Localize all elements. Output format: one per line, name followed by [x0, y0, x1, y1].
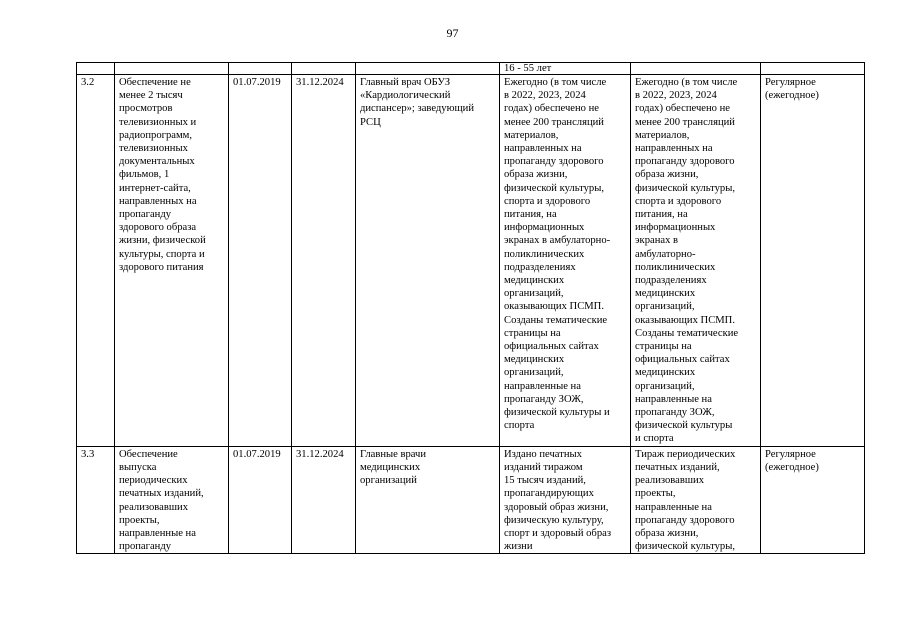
- continuation-row: [77, 63, 865, 75]
- cell-empty: [761, 63, 865, 75]
- cell-type: Регулярное (ежегодное): [761, 75, 865, 447]
- measures-table: [76, 62, 865, 554]
- cell-empty: [229, 63, 292, 75]
- table-row: [77, 75, 865, 447]
- cell-indicator: Ежегодно (в том числе в 2022, 2023, 2024 годах) обеспечено не менее 200 трансляций материалов, направленных на пропаганду здорового образа жизни, физической культуры, спорта и здорового питания, на информационных экранах в амбулаторно- поликлинических подразделениях медицинских организаций, оказывающих ПСМП. Созданы тематические страницы на официальных сайтах медицинских организаций, направленные на пропаганду ЗОЖ, физической культуры и спорта: [500, 75, 631, 447]
- cell-empty: [356, 63, 500, 75]
- cell-indicator-continuation: 16 - 55 лет: [500, 63, 631, 75]
- page-number: 97: [446, 26, 459, 40]
- cell-result: Тираж периодических печатных изданий, реализовавших проекты, направленные на пропаганду здорового образа жизни, физической культуры,: [631, 446, 761, 554]
- cell-end-date: 31.12.2024: [292, 446, 356, 554]
- cell-measure-name: Обеспечение выпуска периодических печатных изданий, реализовавших проекты, направленные на пропаганду: [115, 446, 229, 554]
- cell-empty: [631, 63, 761, 75]
- cell-result: Ежегодно (в том числе в 2022, 2023, 2024 годах) обеспечено не менее 200 трансляций материалов, направленных на пропаганду здорового образа жизни, физической культуры, спорта и здорового питания, на информационных экранах в амбулаторно- поликлинических подразделениях медицинских организаций, оказывающих ПСМП. Созданы тематические страницы на официальных сайтах медицинских организаций, направленные на пропаганду ЗОЖ, физической культуры и спорта: [631, 75, 761, 447]
- cell-type: Регулярное (ежегодное): [761, 446, 865, 554]
- table-row: [77, 446, 865, 554]
- cell-empty: [115, 63, 229, 75]
- cell-indicator: Издано печатных изданий тиражом 15 тысяч изданий, пропагандирующих здоровый образ жизни, физическую культуру, спорт и здоровый образ жизни: [500, 446, 631, 554]
- cell-responsible: Главный врач ОБУЗ «Кардиологический диспансер»; заведующий РСЦ: [356, 75, 500, 447]
- cell-measure-name: Обеспечение не менее 2 тысяч просмотров телевизионных и радиопрограмм, телевизионных документальных фильмов, 1 интернет-сайта, направленных на пропаганду здорового образа жизни, физической культуры, спорта и здорового питания: [115, 75, 229, 447]
- cell-start-date: 01.07.2019: [229, 75, 292, 447]
- cell-empty: [292, 63, 356, 75]
- cell-empty: [77, 63, 115, 75]
- cell-responsible: Главные врачи медицинских организаций: [356, 446, 500, 554]
- cell-number: 3.2: [77, 75, 115, 447]
- cell-end-date: 31.12.2024: [292, 75, 356, 447]
- cell-start-date: 01.07.2019: [229, 446, 292, 554]
- cell-number: 3.3: [77, 446, 115, 554]
